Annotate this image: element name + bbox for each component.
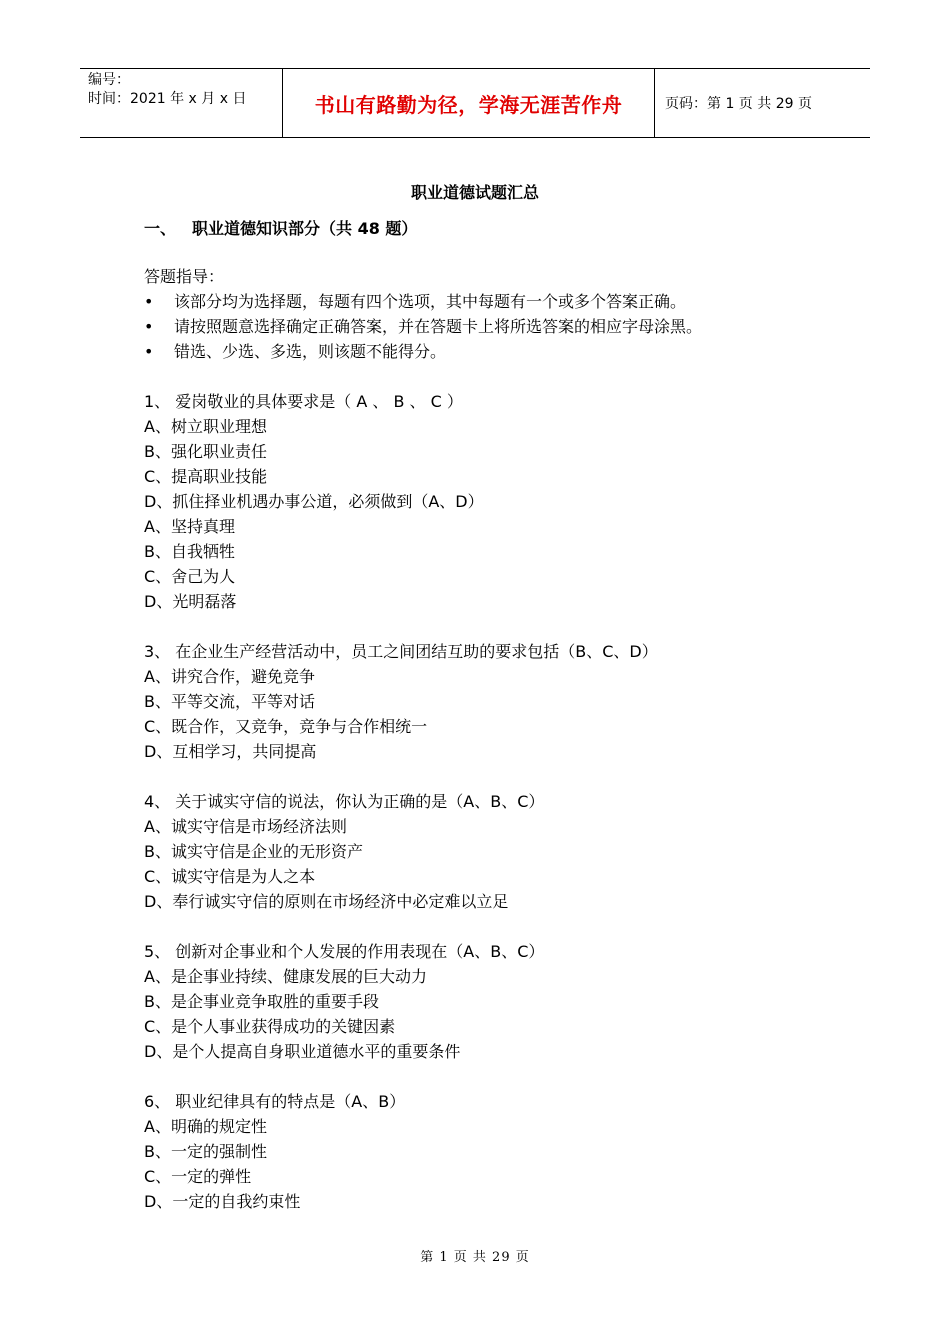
question-stem: 6、 职业纪律具有的特点是（A、B） <box>144 1092 406 1111</box>
question-option: C、提高职业技能 <box>144 467 268 486</box>
header-motto-cell <box>282 69 655 137</box>
question-option: A、坚持真理 <box>144 517 235 536</box>
question-stem: 4、 关于诚实守信的说法，你认为正确的是（A、B、C） <box>144 792 545 811</box>
question-stem: 3、 在企业生产经营活动中，员工之间团结互助的要求包括（B、C、D） <box>144 642 658 661</box>
question-option: B、一定的强制性 <box>144 1142 267 1161</box>
question-block <box>144 939 844 1064</box>
question-option: A、是企事业持续、健康发展的巨大动力 <box>144 967 427 986</box>
page-footer: 第 1 页 共 29 页 <box>420 1250 530 1265</box>
question-option: D、是个人提高自身职业道德水平的重要条件 <box>144 1042 461 1061</box>
question-block <box>144 389 844 614</box>
question-option: A、讲究合作，避免竞争 <box>144 667 315 686</box>
question-option: D、一定的自我约束性 <box>144 1192 301 1211</box>
header-table <box>80 68 870 138</box>
motto-text: 书山有路勤为径，学海无涯苦作舟 <box>314 92 623 117</box>
header-page-cell <box>655 69 870 137</box>
question-option: B、自我牺牲 <box>144 542 235 561</box>
question-block <box>144 639 844 764</box>
question-block <box>144 789 844 914</box>
question-stem: 5、 创新对企事业和个人发展的作用表现在（A、B、C） <box>144 942 545 961</box>
question-option: A、明确的规定性 <box>144 1117 267 1136</box>
question-block <box>144 1089 844 1214</box>
question-option: D、互相学习，共同提高 <box>144 742 317 761</box>
page-info: 页码：第 1 页 共 29 页 <box>665 96 812 112</box>
document-body <box>144 264 844 1214</box>
question-option: D、奉行诚实守信的原则在市场经济中必定难以立足 <box>144 892 509 911</box>
bullet-icon: • <box>144 292 154 311</box>
question-option: B、平等交流，平等对话 <box>144 692 315 711</box>
document-title: 职业道德试题汇总 <box>410 183 539 202</box>
question-option: B、诚实守信是企业的无形资产 <box>144 842 363 861</box>
question-option: A、树立职业理想 <box>144 417 267 436</box>
question-option: C、舍己为人 <box>144 567 236 586</box>
guide-bullet: • 错选、少选、多选，则该题不能得分。 <box>144 339 844 364</box>
question-option: C、一定的弹性 <box>144 1167 252 1186</box>
question-option: D、抓住择业机遇办事公道，必须做到（A、D） <box>144 492 484 511</box>
bullet-icon: • <box>144 317 154 336</box>
question-option: D、光明磊落 <box>144 592 237 611</box>
question-option: C、诚实守信是为人之本 <box>144 867 316 886</box>
header-meta-cell <box>80 69 282 137</box>
question-option: A、诚实守信是市场经济法则 <box>144 817 347 836</box>
question-option: C、是个人事业获得成功的关键因素 <box>144 1017 396 1036</box>
bullet-icon: • <box>144 342 154 361</box>
section-title: 职业道德知识部分（共 48 题） <box>192 219 418 238</box>
question-option: B、是企事业竞争取胜的重要手段 <box>144 992 379 1011</box>
guide-heading: 答题指导： <box>144 267 225 286</box>
guide-bullet: • 请按照题意选择确定正确答案，并在答题卡上将所选答案的相应字母涂黑。 <box>144 314 844 339</box>
question-stem: 1、 爱岗敬业的具体要求是（ A 、 B 、 C ） <box>144 392 463 411</box>
guide-bullet: • 该部分均为选择题，每题有四个选项，其中每题有一个或多个答案正确。 <box>144 289 844 314</box>
section-heading <box>144 216 417 239</box>
serial-label: 编号： <box>88 72 130 88</box>
section-number: 一、 <box>144 219 177 238</box>
question-option: B、强化职业责任 <box>144 442 267 461</box>
time-label: 时间：2021 年 x 月 x 日 <box>88 91 247 107</box>
question-option: C、既合作，又竞争，竞争与合作相统一 <box>144 717 428 736</box>
